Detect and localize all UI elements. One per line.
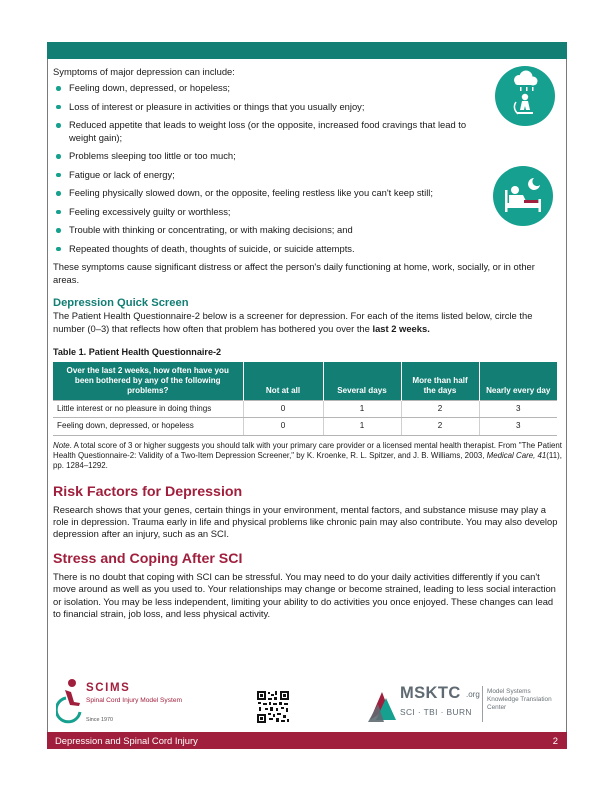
table-cell: 3 — [479, 400, 557, 417]
note-label: Note — [53, 440, 70, 450]
list-item: Feeling excessively guilty or worthless; — [53, 206, 483, 218]
table-cell: 0 — [243, 400, 323, 417]
list-item: Reduced appetite that leads to weight loss (or the opposite, increased food cravings that lead to weight gain); — [53, 119, 483, 144]
table-header-more-than-half: More than half the days — [401, 362, 479, 400]
list-item: Loss of interest or pleasure in activities or things that you usually enjoy; — [53, 101, 483, 113]
table-cell: Little interest or no pleasure in doing things — [53, 400, 243, 417]
list-item: Feeling down, depressed, or hopeless; — [53, 82, 483, 94]
table-header-several-days: Several days — [323, 362, 401, 400]
symptoms-intro: Symptoms of major depression can include: — [53, 66, 235, 77]
table-cell: 3 — [479, 418, 557, 435]
risk-heading: Risk Factors for Depression — [53, 483, 243, 500]
quick-screen-heading: Depression Quick Screen — [53, 297, 189, 310]
footer-title: Depression and Spinal Cord Injury — [55, 735, 198, 746]
table-cell: 0 — [243, 418, 323, 435]
stress-text: There is no doubt that coping with SCI can be stressful. You may need to do your daily activities differently if you can't move around as well as you used to. Your relationships may change or become strained, leading to less social interaction or isolation. You may be less independent, limiting your ability to do activities you once enjoyed. These changes can lead to financial strain, job loss, and less physical activity. — [53, 570, 556, 619]
table-header-question: Over the last 2 weeks, how often have you been bothered by any of the following problems? — [53, 362, 243, 400]
msktc-emblem-icon — [366, 684, 398, 724]
scims-logo[interactable] — [56, 676, 226, 728]
note-end: (11), pp. 1284–1292. — [53, 450, 562, 471]
msktc-logo[interactable] — [366, 684, 566, 726]
msktc-side-line: Knowledge Translation — [487, 696, 552, 703]
main-content — [53, 66, 563, 620]
quick-screen-text-body: The Patient Health Questionnaire-2 below is a screener for depression. For each of the items listed below, circle the number (0–3) that reflects how often that problem has bothered you over the — [53, 310, 533, 334]
note-text: . A total score of 3 or higher suggests you should talk with your primary care provider or a licensed mental health therapist. From "The Patient Health Questionnaire-2: Validity of a Two-Item Depression Screener," by K. Kroenke, R. L. Spitzer, and J. B. Williams, 2003, — [53, 440, 562, 460]
list-item: Repeated thoughts of death, thoughts of suicide, or suicide attempts. — [53, 243, 483, 255]
table-row — [53, 400, 557, 417]
table-header-nearly-every-day: Nearly every day — [479, 362, 557, 400]
list-item: Problems sleeping too little or too much; — [53, 150, 483, 162]
msktc-side-line: Model Systems — [487, 688, 531, 695]
note-journal: Medical Care — [486, 450, 534, 460]
msktc-org: .org — [466, 690, 480, 699]
msktc-tags: SCI · TBI · BURN — [400, 707, 472, 717]
scims-emblem-icon — [56, 676, 86, 728]
note-volume: , 41 — [533, 450, 547, 460]
table-cell: Feeling down, depressed, or hopeless — [53, 418, 243, 435]
msktc-side-line: Center — [487, 704, 507, 711]
msktc-name: MSKTC — [400, 684, 461, 702]
scims-since: Since 1970 — [86, 717, 113, 723]
footer-bar — [47, 732, 567, 749]
phq2-table — [53, 362, 557, 435]
scims-name: SCIMS — [86, 682, 131, 694]
page-number: 2 — [552, 735, 558, 746]
table-note — [53, 441, 563, 472]
msktc-divider — [482, 686, 483, 722]
table-header-not-at-all: Not at all — [243, 362, 323, 400]
list-item: Feeling physically slowed down, or the opposite, feeling restless like you can't keep still; — [53, 187, 483, 199]
table-header-row — [53, 362, 557, 400]
table-cell: 2 — [401, 418, 479, 435]
list-item: Fatigue or lack of energy; — [53, 169, 483, 181]
symptoms-closing: These symptoms cause significant distress or affect the person's daily functioning at home, work, socially, or in other areas. — [53, 261, 535, 285]
table-row — [53, 418, 557, 435]
list-item: Trouble with thinking or concentrating, or with making decisions; and — [53, 224, 483, 236]
quick-screen-text-emphasis: last 2 weeks. — [372, 322, 430, 334]
table-title: Table 1. Patient Health Questionnaire-2 — [53, 346, 222, 357]
risk-text: Research shows that your genes, certain things in your environment, mental factors, and substance misuse may play a role in depression. Trauma early in life and physical problems like chronic pain may also contribute. You may also develop depression after an injury, such as an SCI. — [53, 503, 558, 540]
symptom-list — [53, 82, 483, 255]
table-cell: 1 — [323, 418, 401, 435]
qr-code-icon[interactable] — [256, 690, 290, 724]
header-bar — [47, 42, 567, 59]
quick-screen-text — [53, 310, 563, 335]
scims-subtitle: Spinal Cord Injury Model System — [86, 697, 183, 704]
stress-heading: Stress and Coping After SCI — [53, 550, 243, 567]
table-cell: 1 — [323, 400, 401, 417]
table-cell: 2 — [401, 400, 479, 417]
